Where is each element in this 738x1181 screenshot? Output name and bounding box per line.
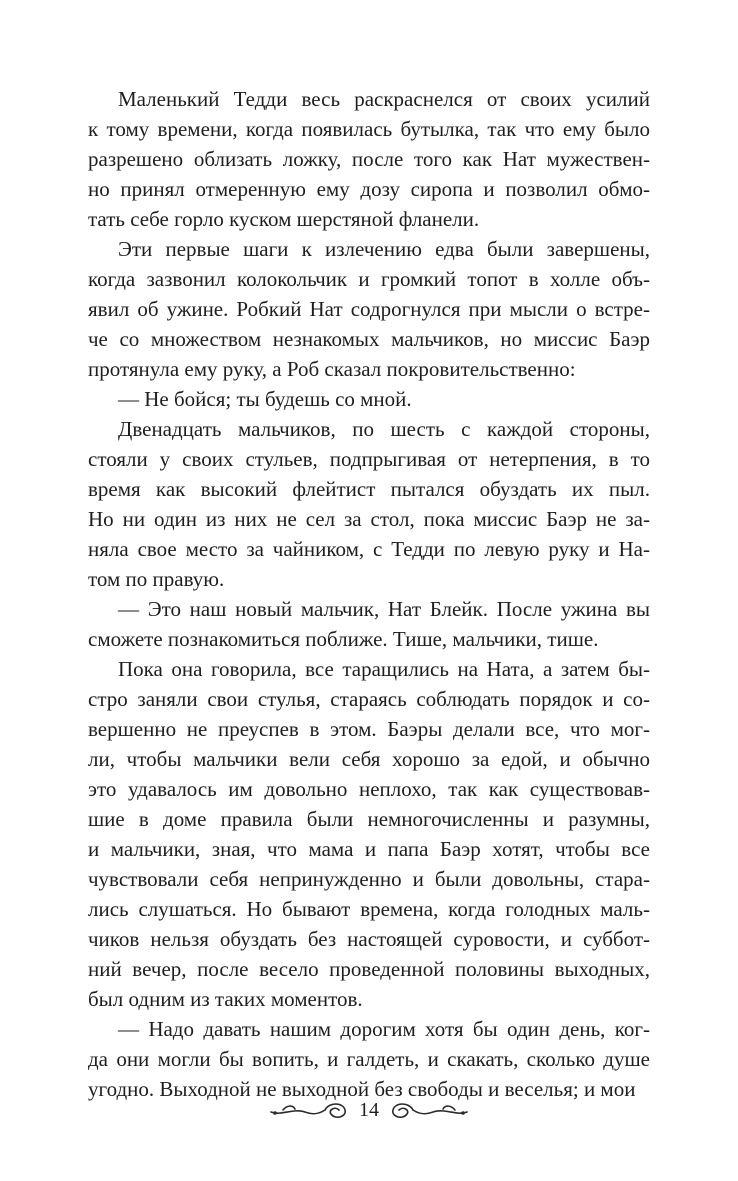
- text-line: тать себе горло куском шерстяной фланели.: [88, 207, 480, 231]
- text-line: когда зазвонил колокольчик и громкий топот в холле объ-: [88, 267, 650, 291]
- text-line: шие в доме правила были немногочисленны и разумны,: [88, 807, 650, 831]
- text-line: Двенадцать мальчиков, по шесть с каждой стороны,: [118, 417, 650, 441]
- page-text: [88, 84, 650, 1104]
- text-line: том по правую.: [88, 567, 225, 591]
- text-line: да они могли бы вопить, и галдеть, и скакать, сколько душе: [88, 1047, 650, 1071]
- text-line: явил об ужине. Робкий Нат содрогнулся при мысли о встре-: [88, 297, 650, 321]
- text-line: вершенно не преуспев в этом. Баэры делали все, что мог-: [88, 717, 650, 741]
- text-line: — Надо давать нашим дорогим хотя бы один день, ког-: [118, 1017, 650, 1041]
- text-line: разрешено облизать ложку, после того как Нат мужествен-: [88, 147, 650, 171]
- paragraph: [88, 84, 650, 234]
- text-line: угодно. Выходной не выходной без свободы и веселья; и мои: [88, 1077, 636, 1101]
- page-number: 14: [359, 1099, 379, 1121]
- text-line: няла свое место за чайником, с Тедди по левую руку и На-: [88, 537, 650, 561]
- text-line: лись слушаться. Но бывают времена, когда голодных маль-: [88, 897, 650, 921]
- text-line: но принял отмеренную ему дозу сиропа и позволил обмо-: [88, 177, 650, 201]
- text-line: Пока она говорила, все таращились на Ната, а затем бы-: [118, 657, 650, 681]
- text-line: — Не бойся; ты будешь со мной.: [118, 387, 412, 411]
- paragraph: [88, 1014, 650, 1104]
- paragraph: [88, 594, 650, 654]
- text-line: Эти первые шаги к излечению едва были завершены,: [118, 237, 650, 261]
- text-line: сможете познакомиться поближе. Тише, мальчики, тише.: [88, 627, 599, 651]
- text-line: и мальчики, зная, что мама и папа Баэр хотят, чтобы все: [88, 837, 650, 861]
- text-line: стро заняли свои стулья, стараясь соблюдать порядок и со-: [88, 687, 650, 711]
- text-line: ний вечер, после весело проведенной половины выходных,: [88, 957, 650, 981]
- text-body: [88, 84, 650, 1104]
- paragraph: [88, 414, 650, 594]
- paragraph: [88, 384, 650, 414]
- text-line: время как высокий флейтист пытался обуздать их пыл.: [88, 477, 650, 501]
- page-footer: [0, 1092, 738, 1128]
- paragraph: [88, 654, 650, 1014]
- text-line: был одним из таких моментов.: [88, 987, 363, 1011]
- right-ornament-icon: [387, 1098, 469, 1122]
- text-line: чиков нельзя обуздать без настоящей суровости, и суббот-: [88, 927, 650, 951]
- paragraph: [88, 234, 650, 384]
- text-line: че со множеством незнакомых мальчиков, но миссис Баэр: [88, 327, 650, 351]
- text-line: Но ни один из них не сел за стол, пока миссис Баэр не за-: [88, 507, 650, 531]
- text-line: к тому времени, когда появилась бутылка, так что ему было: [88, 117, 650, 141]
- text-line: это удавалось им довольно неплохо, так как существовав-: [88, 777, 650, 801]
- text-line: — Это наш новый мальчик, Нат Блейк. После ужина вы: [118, 597, 650, 621]
- text-line: ли, чтобы мальчики вели себя хорошо за едой, и обычно: [88, 747, 650, 771]
- left-ornament-icon: [269, 1098, 351, 1122]
- text-line: стояли у своих стульев, подпрыгивая от нетерпения, в то: [88, 447, 650, 471]
- text-line: протянула ему руку, а Роб сказал покровительственно:: [88, 357, 576, 381]
- text-line: чувствовали себя непринужденно и были довольны, стара-: [88, 867, 650, 891]
- text-line: Маленький Тедди весь раскраснелся от своих усилий: [118, 87, 650, 111]
